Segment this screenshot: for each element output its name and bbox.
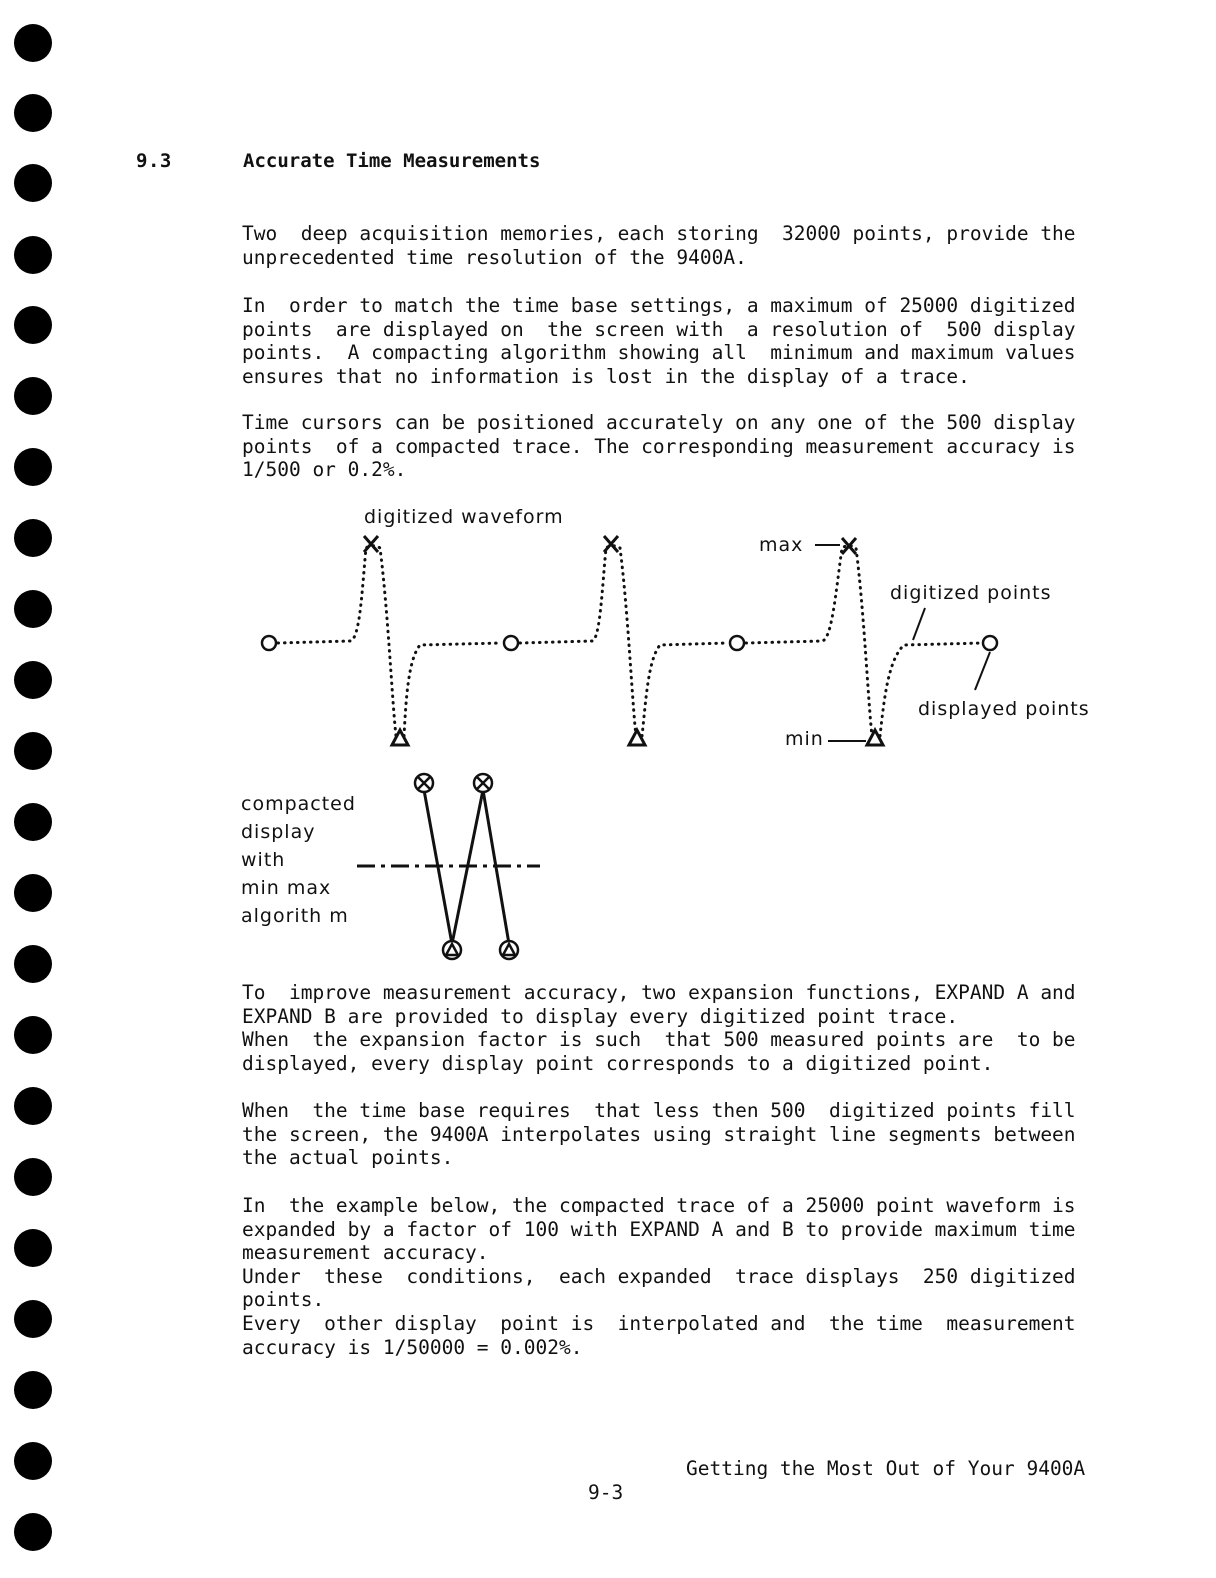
section-number: 9.3 [136, 150, 172, 172]
displayed-point-marker [730, 636, 744, 650]
digitized-waveform-trace [642, 643, 728, 736]
compacted-min-marker [500, 941, 518, 959]
label-compacted-line-5: algorith m [241, 905, 349, 927]
compacted-min-marker [443, 941, 461, 959]
binder-hole [14, 1229, 52, 1267]
footer-title: Getting the Most Out of Your 9400A [686, 1457, 1086, 1480]
section-title: Accurate Time Measurements [243, 150, 541, 172]
min-marker [392, 730, 408, 745]
binder-hole [14, 1158, 52, 1196]
label-compacted-line-4: min max [241, 877, 332, 899]
binder-hole [14, 1016, 52, 1054]
binder-hole [14, 1513, 52, 1551]
page-number: 9-3 [588, 1481, 624, 1504]
label-digitized-points: digitized points [890, 582, 1052, 604]
digitized-waveform-trace [746, 546, 872, 736]
max-marker [604, 536, 618, 552]
label-compacted-line-3: with [241, 849, 286, 871]
label-compacted-line-1: compacted [241, 793, 356, 815]
label-digitized-waveform: digitized waveform [364, 506, 564, 528]
compacted-trace-segment [452, 790, 483, 944]
binder-hole [14, 1087, 52, 1125]
displayed-point-marker [262, 636, 276, 650]
compacted-max-marker [415, 774, 433, 792]
paragraph-interpolation: When the time base requires that less then 500 digitized points fill the screen, the 9400A interpolates using straight line segments between the actual points. [242, 1099, 1076, 1170]
digitized-waveform-trace [520, 546, 636, 736]
displayed-point-marker [983, 636, 997, 650]
compacted-max-marker [474, 774, 492, 792]
paragraph-example: In the example below, the compacted trace of a 25000 point waveform is expanded by a factor of 100 with EXPAND A and B to provide maximum time measurement accuracy. Under these conditions, each expanded trace displays 250 digitized points. Every other display point is interpolated and the time measurement accuracy is 1/50000 = 0.002%. [242, 1194, 1076, 1359]
label-displayed-points: displayed points [918, 698, 1090, 720]
binder-hole [14, 1371, 52, 1409]
paragraph-compacting: In order to match the time base settings, a maximum of 25000 digitized points are displayed on the screen with a resolution of 500 display points. A compacting algorithm showing all minimum and maximum values ensures that no information is lost in the display of a trace. [242, 294, 1076, 388]
digitized-waveform-trace [278, 546, 396, 736]
label-min: min [785, 728, 824, 750]
paragraph-expansion: To improve measurement accuracy, two expansion functions, EXPAND A and EXPAND B are provided to display every digitized point trace. When the expansion factor is such that 500 measured points are to be displayed, every display point corresponds to a digitized point. [242, 981, 1076, 1075]
paragraph-cursors: Time cursors can be positioned accurately on any one of the 500 display points of a compacted trace. The corresponding measurement accuracy is 1/500 or 0.2%. [242, 411, 1076, 482]
binder-hole [14, 1442, 52, 1480]
paragraph-memories: Two deep acquisition memories, each storing 32000 points, provide the unprecedented time resolution of the 9400A. [242, 222, 1076, 269]
binder-hole [14, 1300, 52, 1338]
displayed-point-marker [504, 636, 518, 650]
min-marker [629, 730, 645, 745]
label-compacted-line-2: display [241, 821, 316, 843]
displayed-points-leader-line [975, 652, 990, 690]
min-marker [867, 730, 883, 745]
digitized-points-leader-line [913, 608, 925, 640]
digitized-waveform-trace [880, 643, 982, 736]
label-max: max [759, 534, 804, 556]
digitized-waveform-trace [404, 643, 502, 736]
max-marker [364, 536, 378, 552]
